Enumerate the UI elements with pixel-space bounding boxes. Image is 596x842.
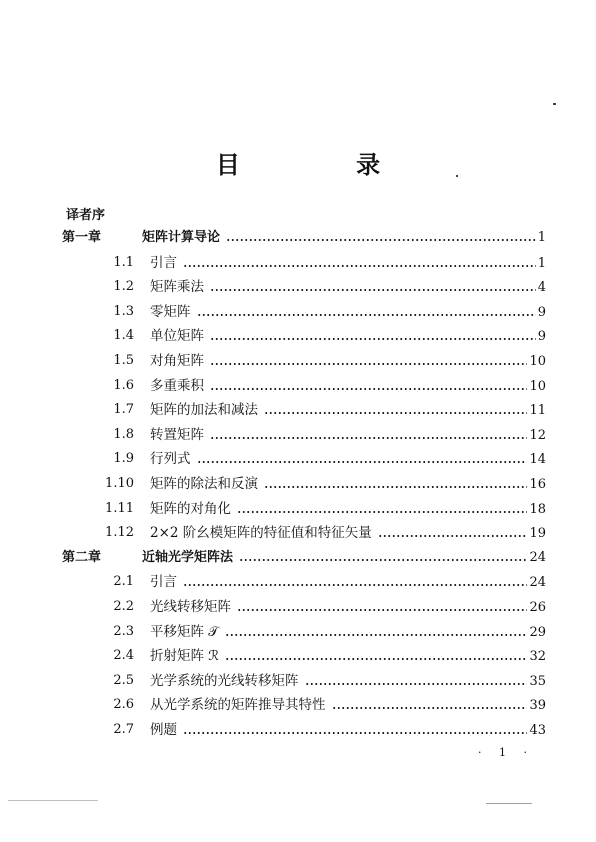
toc-entry-line bbox=[150, 251, 546, 277]
toc-section-row bbox=[0, 423, 596, 448]
toc-entry-title: 平移矩阵 𝒯 bbox=[150, 623, 219, 640]
toc-entry-line bbox=[150, 374, 546, 400]
scan-speck bbox=[8, 800, 98, 801]
page-number: · 1 · bbox=[478, 746, 534, 759]
dot-leader bbox=[264, 412, 527, 414]
dot-leader bbox=[237, 609, 527, 611]
toc-page-number: 11 bbox=[529, 403, 546, 419]
section-number: 2.2 bbox=[113, 598, 134, 614]
toc-section-row bbox=[0, 570, 596, 595]
toc-section-row bbox=[0, 644, 596, 669]
toc-entry-line bbox=[150, 300, 546, 326]
section-number: 2.5 bbox=[113, 672, 134, 688]
toc-entry-line bbox=[150, 521, 546, 547]
toc-entry-title: 矩阵的对角化 bbox=[150, 500, 231, 517]
toc-entry-title: 多重乘积 bbox=[150, 377, 204, 394]
toc-page-number: 1 bbox=[537, 230, 546, 245]
dot-leader bbox=[378, 535, 528, 537]
toc-page-number: 4 bbox=[537, 280, 546, 296]
toc-page-number: 14 bbox=[529, 452, 546, 468]
toc-page-number: 9 bbox=[537, 329, 546, 345]
toc-entry-line bbox=[150, 447, 546, 473]
section-number: 1.10 bbox=[105, 475, 134, 491]
toc-entry-title: 矩阵的除法和反演 bbox=[150, 475, 258, 492]
toc-section-row bbox=[0, 521, 596, 546]
toc-entry-line bbox=[142, 226, 546, 251]
toc-section-row bbox=[0, 374, 596, 399]
toc-entry-title: 矩阵乘法 bbox=[150, 279, 204, 296]
toc-page-number: 19 bbox=[529, 526, 546, 542]
toc-page-number: 24 bbox=[529, 549, 546, 565]
toc-entry-line bbox=[150, 620, 546, 646]
section-number: 1.6 bbox=[113, 377, 134, 393]
dot-leader bbox=[239, 559, 527, 561]
dot-leader bbox=[332, 707, 528, 709]
dot-leader bbox=[305, 683, 528, 685]
toc-entry-title: 光线转移矩阵 bbox=[150, 598, 231, 615]
toc-entry-line bbox=[150, 718, 546, 744]
dot-leader bbox=[225, 658, 527, 660]
toc-section-row bbox=[0, 669, 596, 694]
toc-page-number: 10 bbox=[529, 378, 546, 394]
table-of-contents bbox=[0, 226, 596, 742]
toc-section-row bbox=[0, 398, 596, 423]
toc-page-number: 18 bbox=[529, 501, 546, 517]
toc-entry-line bbox=[150, 595, 546, 621]
toc-section-row bbox=[0, 693, 596, 718]
section-number: 1.11 bbox=[105, 500, 134, 516]
toc-entry-title: 矩阵计算导论 bbox=[142, 230, 221, 245]
toc-entry-title: 光学系统的光线转移矩阵 bbox=[150, 672, 299, 689]
toc-section-row bbox=[0, 349, 596, 374]
toc-page-number: 1 bbox=[537, 255, 546, 271]
dot-leader bbox=[210, 338, 536, 340]
toc-entry-line bbox=[150, 497, 546, 523]
toc-section-row bbox=[0, 718, 596, 743]
toc-entry-title: 2×2 阶幺模矩阵的特征值和特征矢量 bbox=[150, 525, 372, 542]
scan-speck bbox=[553, 103, 556, 105]
toc-section-row bbox=[0, 300, 596, 325]
section-number: 2.4 bbox=[113, 648, 134, 664]
toc-entry-line bbox=[150, 570, 546, 596]
dot-leader bbox=[197, 314, 536, 316]
toc-page-number: 43 bbox=[529, 722, 546, 738]
toc-entry-line bbox=[150, 693, 546, 719]
dot-leader bbox=[197, 461, 528, 463]
chapter-number: 第一章 bbox=[62, 230, 102, 245]
toc-entry-title: 从光学系统的矩阵推导其特性 bbox=[150, 697, 326, 714]
toc-entry-title: 矩阵的加法和减法 bbox=[150, 402, 258, 419]
section-number: 1.1 bbox=[113, 254, 134, 270]
section-number: 1.7 bbox=[113, 402, 134, 418]
section-number: 1.4 bbox=[113, 328, 134, 344]
toc-page-number: 29 bbox=[529, 624, 546, 640]
toc-entry-title: 对角矩阵 bbox=[150, 352, 204, 369]
section-number: 1.2 bbox=[113, 279, 134, 295]
section-number: 2.1 bbox=[113, 574, 134, 590]
toc-section-row bbox=[0, 251, 596, 276]
toc-page-number: 26 bbox=[529, 599, 546, 615]
dot-leader bbox=[237, 511, 527, 513]
scan-speck bbox=[456, 175, 458, 177]
toc-entry-line bbox=[142, 546, 546, 571]
section-number: 2.7 bbox=[113, 721, 134, 737]
dot-leader bbox=[183, 732, 527, 734]
dot-leader bbox=[183, 584, 527, 586]
dot-leader bbox=[225, 634, 528, 636]
toc-section-row bbox=[0, 324, 596, 349]
toc-section-row bbox=[0, 497, 596, 522]
toc-entry-title: 零矩阵 bbox=[150, 303, 191, 320]
toc-entry-title: 引言 bbox=[150, 574, 177, 591]
dot-leader bbox=[226, 239, 536, 241]
section-number: 1.12 bbox=[105, 525, 134, 541]
toc-entry-line bbox=[150, 644, 546, 670]
toc-page-number: 16 bbox=[529, 476, 546, 492]
dot-leader bbox=[210, 289, 536, 291]
scan-speck bbox=[486, 803, 532, 804]
toc-chapter-row bbox=[0, 546, 596, 571]
toc-page-number: 39 bbox=[529, 698, 546, 714]
toc-entry-title: 转置矩阵 bbox=[150, 426, 204, 443]
dot-leader bbox=[183, 265, 536, 267]
dot-leader bbox=[264, 486, 527, 488]
chapter-number: 第二章 bbox=[62, 549, 102, 565]
page-title: 目 录 bbox=[215, 151, 435, 179]
section-number: 1.3 bbox=[113, 303, 134, 319]
toc-page-number: 9 bbox=[537, 304, 546, 320]
dot-leader bbox=[210, 437, 527, 439]
toc-section-row bbox=[0, 472, 596, 497]
toc-entry-line bbox=[150, 349, 546, 375]
toc-entry-title: 例题 bbox=[150, 721, 177, 738]
toc-page-number: 35 bbox=[529, 673, 546, 689]
toc-entry-title: 近轴光学矩阵法 bbox=[142, 549, 234, 565]
toc-entry-line bbox=[150, 275, 546, 301]
toc-page-number: 12 bbox=[529, 427, 546, 443]
toc-entry-line bbox=[150, 472, 546, 498]
toc-chapter-row bbox=[0, 226, 596, 251]
toc-section-row bbox=[0, 447, 596, 472]
toc-entry-title: 行列式 bbox=[150, 451, 191, 468]
dot-leader bbox=[210, 363, 527, 365]
toc-page-number: 32 bbox=[529, 649, 546, 665]
section-number: 1.8 bbox=[113, 426, 134, 442]
toc-entry-title: 单位矩阵 bbox=[150, 328, 204, 345]
section-number: 2.6 bbox=[113, 697, 134, 713]
toc-entry-title: 引言 bbox=[150, 254, 177, 271]
toc-section-row bbox=[0, 595, 596, 620]
toc-page-number: 24 bbox=[529, 575, 546, 591]
toc-page-number: 10 bbox=[529, 353, 546, 369]
toc-section-row bbox=[0, 275, 596, 300]
toc-entry-line bbox=[150, 324, 546, 350]
toc-entry-title: 折射矩阵 ℛ bbox=[150, 648, 220, 665]
section-number: 1.5 bbox=[113, 352, 134, 368]
toc-entry-line bbox=[150, 423, 546, 449]
toc-preface: 译者序 bbox=[66, 208, 106, 223]
section-number: 1.9 bbox=[113, 451, 134, 467]
toc-entry-line bbox=[150, 398, 546, 424]
toc-section-row bbox=[0, 620, 596, 645]
dot-leader bbox=[210, 388, 527, 390]
toc-entry-line bbox=[150, 669, 546, 695]
section-number: 2.3 bbox=[113, 623, 134, 639]
